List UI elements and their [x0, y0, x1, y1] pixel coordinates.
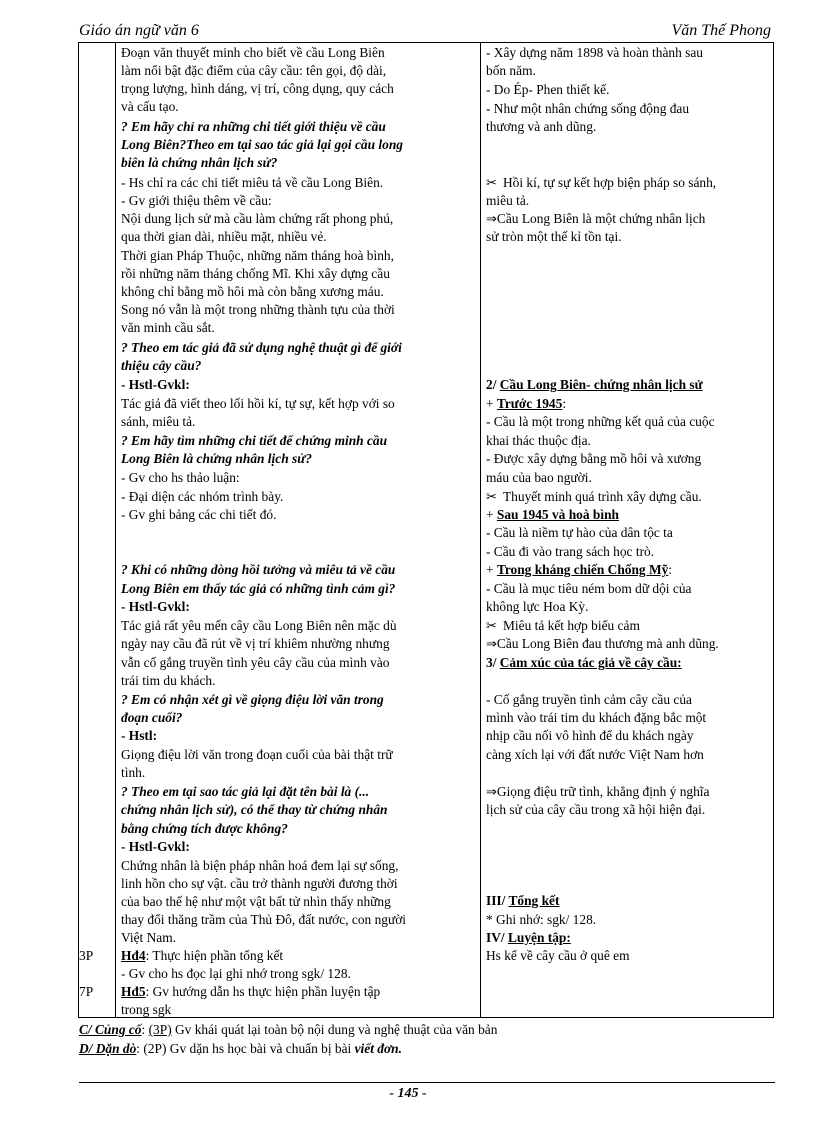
text-line: và cấu tạo. — [121, 99, 179, 114]
section-2-heading: 2/ Cầu Long Biên- chứng nhân lịch sử — [486, 377, 703, 392]
subheading: + Trong kháng chiến Chống Mỹ: — [486, 562, 673, 577]
arrow-icon: ⇒ — [486, 637, 497, 652]
activity-5 — [121, 983, 380, 1000]
answer-label: - Hstl: — [121, 728, 158, 743]
note-line: - Do Ép- Phen thiết kế. — [486, 82, 610, 97]
scissors-icon: ✂ — [486, 490, 497, 505]
answer-label: - Hstl-Gvkl: — [121, 839, 190, 854]
question-line: thiệu cây cầu? — [121, 358, 202, 373]
note-line: nhịp cầu nối vô hình để du khách ngày — [486, 728, 694, 743]
consolidation-label: C/ Củng cố — [79, 1022, 142, 1037]
note-line: Hs kể về cây cầu ở quê em — [486, 948, 630, 963]
note-line: mình vào trái tim du khách đặng bắc một — [486, 710, 707, 725]
note-line: - Xây dựng năm 1898 và hoàn thành sau — [486, 45, 703, 60]
text-line: - Gv ghi bảng các chi tiết đó. — [121, 507, 277, 522]
question-line: biên là chứng nhân lịch sử? — [121, 155, 278, 170]
note-line: ⇒Cầu Long Biên là một chứng nhân lịch — [486, 211, 706, 227]
question-line: bằng chứng tích được không? — [121, 821, 288, 836]
footer-divider — [79, 1082, 775, 1083]
subheading: + Trước 1945: — [486, 396, 567, 411]
text-line: Giọng điệu lời văn trong đoạn cuối của bài thật trữ — [121, 747, 393, 762]
text-line: ngày nay cầu đã rút về vị trí khiêm nhường nhưng — [121, 636, 390, 651]
note-line: ✂ Miêu tả kết hợp biểu cảm — [486, 618, 640, 634]
section-3-heading: 3/ Cảm xúc của tác giả về cây cầu: — [486, 655, 682, 670]
section-summary-heading: III/ Tổng kết — [486, 893, 560, 908]
note-line: miêu tả. — [486, 193, 530, 208]
header-subject: Giáo án ngữ văn 6 — [79, 22, 199, 39]
text-line: Tác giả đã viết theo lối hồi kí, tự sự, kết hợp với so — [121, 396, 395, 411]
text-line: - Hs chỉ ra các chi tiết miêu tả về cầu Long Biên. — [121, 175, 384, 190]
lesson-table — [78, 42, 774, 1018]
note-line: không lực Hoa Kỳ. — [486, 599, 589, 614]
question-line: Long Biên?Theo em tại sao tác giả lại gọi cầu long — [121, 137, 403, 152]
text-line: vẫn cố gắng truyền tình yêu cây cầu của mình vào — [121, 655, 390, 670]
note-line: - Cố gắng truyền tình cảm cây cầu của — [486, 692, 692, 707]
question-line: ? Em hãy chỉ ra những chi tiết giới thiệu về cầu — [121, 119, 386, 134]
text-line: tình. — [121, 765, 146, 780]
consolidation-line: C/ Củng cố: (3P) Gv khái quát lại toàn bộ nội dung và nghệ thuật của văn bản — [79, 1022, 498, 1037]
note-line: ✂ Thuyết minh quá trình xây dựng cầu. — [486, 489, 702, 505]
question-line: đoạn cuối? — [121, 710, 183, 725]
text-line: Nội dung lịch sử mà cầu làm chứng rất phong phú, — [121, 211, 394, 226]
note-line: * Ghi nhớ: sgk/ 128. — [486, 912, 597, 927]
note-line: - Cầu là một trong những kết quả của cuộc — [486, 414, 715, 429]
column-divider-1 — [115, 43, 116, 1017]
page-header — [79, 22, 773, 43]
note-line: càng xích lại với đất nước Việt Nam hơn — [486, 747, 704, 762]
text-line: Tác giả rất yêu mến cây cầu Long Biên nên mặc dù — [121, 618, 397, 633]
text-line: sánh, miêu tả. — [121, 414, 196, 429]
text-line: - Gv cho hs thảo luận: — [121, 470, 240, 485]
text-line: làm nổi bật đặc điểm của cây cầu: tên gọi, độ dài, — [121, 63, 387, 78]
text-line: Song nó vẫn là một trong những thành tựu của thời — [121, 302, 395, 317]
question-line: Long Biên em thấy tác giả có những tình cảm gì? — [121, 581, 396, 596]
note-line: - Cầu là mục tiêu ném bom dữ dội của — [486, 581, 692, 596]
text-line: rồi những năm tháng chống Mĩ. Khi xây dựng cầu — [121, 266, 390, 281]
note-line: - Như một nhân chứng sống động đau — [486, 101, 690, 116]
note-line: - Cầu đi vào trang sách học trò. — [486, 544, 655, 559]
note-line: ✂ Hồi kí, tự sự kết hợp biện pháp so sánh, — [486, 175, 717, 191]
text-line: Thời gian Pháp Thuộc, những năm tháng hoà bình, — [121, 248, 394, 263]
note-line: - Cầu là niềm tự hào của dân tộc ta — [486, 525, 673, 540]
note-line: máu của bao người. — [486, 470, 592, 485]
text-line: văn minh cầu sắt. — [121, 320, 215, 335]
note-line: ⇒Cầu Long Biên đau thương mà anh dũng. — [486, 636, 719, 652]
text-line: - Gv cho hs đọc lại ghi nhớ trong sgk/ 128. — [121, 966, 351, 981]
question-line: ? Khi có những dòng hồi tưởng và miêu tả về cầu — [121, 562, 396, 577]
time-3p: 3P — [79, 948, 94, 963]
text-line: của bao thế hệ như một vật bất tử nhìn thấy những — [121, 894, 391, 909]
activity-4 — [121, 947, 283, 964]
arrow-icon: ⇒ — [486, 212, 497, 227]
text-line: linh hồn cho sự vật. cầu trở thành người đương thời — [121, 876, 398, 891]
consolidation-time: (3P) — [148, 1022, 172, 1037]
text-line: không chỉ bằng mồ hôi mà còn bằng xương máu. — [121, 284, 384, 299]
column-divider-2 — [480, 43, 481, 1017]
note-line: bốn năm. — [486, 63, 536, 78]
page-number: - 145 - — [389, 1086, 427, 1101]
homework-assignment: viết đơn. — [354, 1041, 402, 1056]
text-line: trái tim du khách. — [121, 673, 216, 688]
text-line: qua thời gian dài, nhiều mặt, nhiều vẻ. — [121, 229, 327, 244]
question-line: ? Em có nhận xét gì về giọng điệu lời văn trong — [121, 692, 384, 707]
scissors-icon: ✂ — [486, 176, 497, 191]
note-line: khai thác thuộc địa. — [486, 433, 591, 448]
note-line: lịch sử của cây cầu trong xã hội hiện đại. — [486, 802, 706, 817]
activity-5-label: Hđ5 — [121, 984, 146, 999]
activity-4-label: Hđ4 — [121, 948, 146, 963]
question-line: Long Biên là chứng nhân lịch sử? — [121, 451, 312, 466]
question-line: chứng nhân lịch sử), có thể thay từ chứng nhân — [121, 802, 388, 817]
activity-4-text: : Thực hiện phần tổng kết — [145, 948, 284, 963]
text-line: - Đại diện các nhóm trình bày. — [121, 489, 284, 504]
note-line: ⇒Giọng điệu trữ tình, khẳng định ý nghĩa — [486, 784, 710, 800]
answer-label: - Hstl-Gvkl: — [121, 377, 190, 392]
answer-label: - Hstl-Gvkl: — [121, 599, 190, 614]
activity-5-text: : Gv hướng dẫn hs thực hiện phần luyện tập — [145, 984, 381, 999]
note-line: - Được xây dựng bằng mồ hôi và xương — [486, 451, 702, 466]
note-line: thương và anh dũng. — [486, 119, 597, 134]
text-line: - Gv giới thiệu thêm về cầu: — [121, 193, 272, 208]
text-line: trọng lượng, hình dáng, vị trí, công dụng, quy cách — [121, 81, 394, 96]
homework-line: D/ Dặn dò: (2P) Gv dặn hs học bài và chuẩn bị bài viết đơn. — [79, 1041, 402, 1056]
text-line: trong sgk — [121, 1002, 172, 1017]
note-line: sử tròn một thế kỉ tồn tại. — [486, 229, 622, 244]
text-line: Chứng nhân là biện pháp nhân hoá đem lại sự sống, — [121, 858, 399, 873]
section-practice-heading: IV/ Luyện tập: — [486, 930, 571, 945]
header-author: Văn Thế Phong — [671, 22, 771, 39]
homework-label: D/ Dặn dò — [79, 1041, 137, 1056]
question-line: ? Em hãy tìm những chi tiết để chứng minh cầu — [121, 433, 388, 448]
text-line: thay đổi thăng trầm của Thủ Đô, đất nước, con người — [121, 912, 407, 927]
subheading: + Sau 1945 và hoà bình — [486, 507, 619, 522]
question-line: ? Theo em tác giả đã sử dụng nghệ thuật gì để giới — [121, 340, 402, 355]
text-line: Việt Nam. — [121, 930, 176, 945]
question-line: ? Theo em tại sao tác giả lại đặt tên bài là (... — [121, 784, 370, 799]
text-line: Đoạn văn thuyết minh cho biết về cầu Long Biên — [121, 45, 385, 60]
scissors-icon: ✂ — [486, 619, 497, 634]
arrow-icon: ⇒ — [486, 785, 497, 800]
time-7p: 7P — [79, 984, 94, 999]
